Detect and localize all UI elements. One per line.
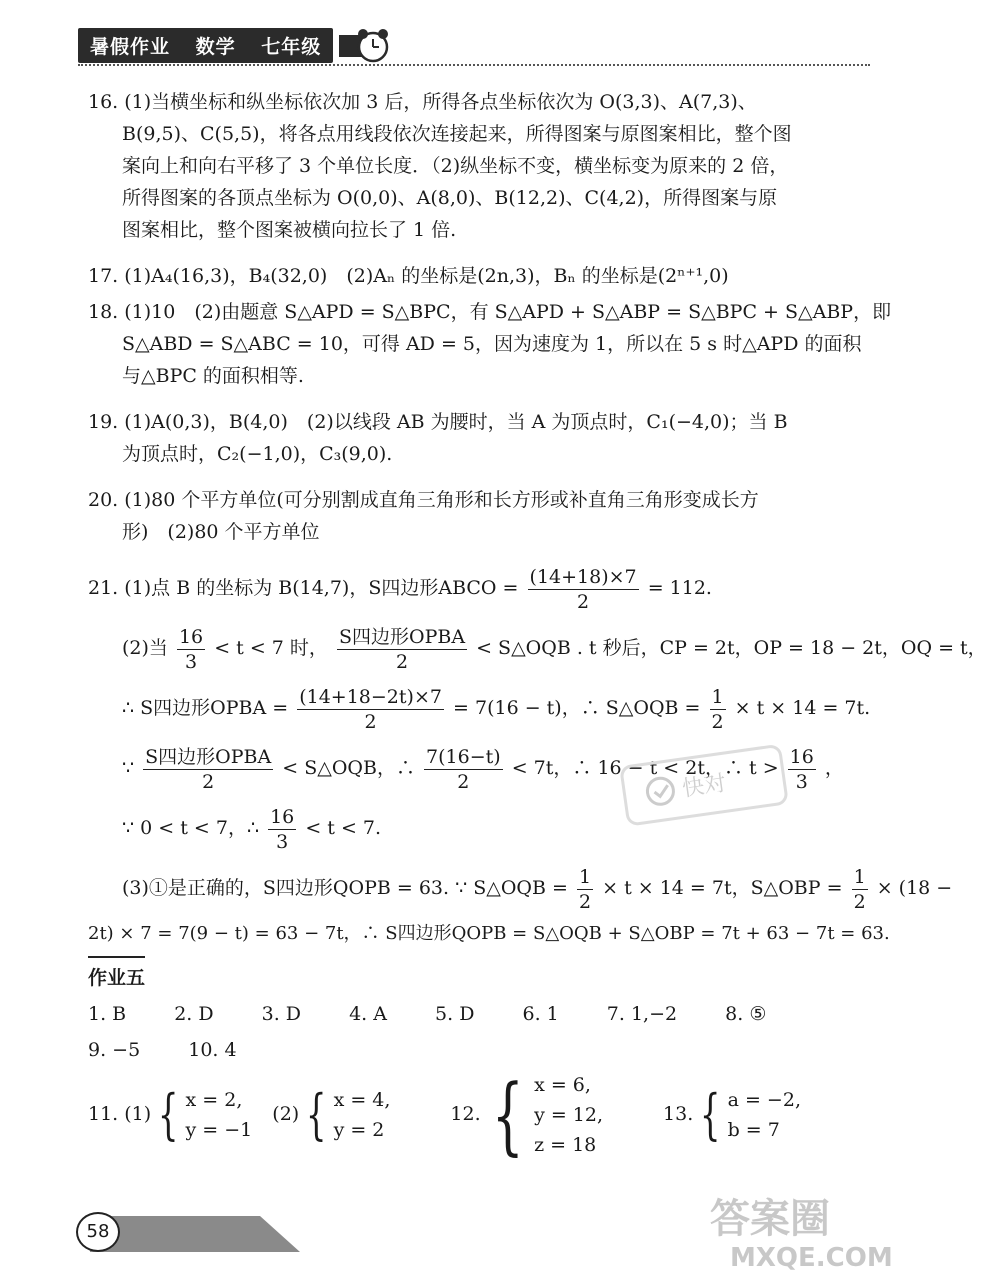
answer-21-text: = 112. (647, 577, 712, 599)
watermark-logo (700, 1182, 893, 1273)
answer-5: 5. D (435, 1003, 475, 1025)
answer-21-text: (2)当 (122, 637, 168, 659)
fraction: $\frac{1}{2}$ (711, 685, 724, 733)
answer-9: 9. −5 (88, 1039, 141, 1061)
answer-21-text: ∵ (122, 757, 135, 779)
answer-21-line: 2t) × 7 = 7(9 − t) = 63 − 7t，∴ S四边形QOPB = S△OQB + S△OBP = 7t + 63 − 7t = 63. (88, 923, 890, 944)
answer-19-line: 19. (1)A(0,3)，B(4,0) (2)以线段 AB 为腰时，当 A 为顶点时，C₁(−4,0)；当 B (88, 411, 788, 433)
answer-21-text: < t < 7 时， (214, 637, 328, 659)
answer-7: 7. 1,−2 (606, 1003, 678, 1025)
answer-8: 8. ⑤ (725, 1003, 767, 1025)
fraction: $\frac{(14+18-2t)\times 7}{2}$ (299, 685, 442, 733)
answer-21-text: < 7t，∴ 16 − t < 2t，∴ t > (511, 757, 779, 779)
answer-21-text: × t × 14 = 7t，S△OBP = (602, 877, 843, 899)
answers-row-3 (88, 1066, 848, 1164)
answer-21-text: < S△OQB . t 秒后，CP = 2t，OP = 18 − 2t，OQ = t， (476, 637, 987, 659)
answer-6: 6. 1 (522, 1003, 559, 1025)
svg-text:MXQE.COM: MXQE.COM (730, 1243, 893, 1273)
header-divider (78, 64, 870, 66)
answer-21-text: ， (824, 757, 844, 779)
fraction: $\frac{16}{3}$ (178, 625, 204, 673)
fraction: $\frac{(14+18)\times 7}{2}$ (529, 565, 637, 613)
answer-21-text: × (18 − (876, 877, 953, 899)
equation-system: { a = −2, b = 7 (700, 1083, 801, 1146)
fraction: $\frac{1}{2}$ (853, 865, 866, 913)
answer-17 (88, 260, 848, 292)
header-title-subject: 数学 (195, 35, 236, 58)
answer-21-text: = 7(16 − t)，∴ S△OQB = (453, 697, 701, 719)
svg-text:答案圈: 答案圈 (710, 1196, 830, 1242)
answer-21-text: ∵ 0 < t < 7，∴ (122, 817, 260, 839)
svg-text:快对: 快对 (680, 771, 728, 803)
answer-21-text: < S△OQB，∴ (282, 757, 415, 779)
answer-21-text: 21. (1)点 B 的坐标为 B(14,7)，S四边形ABCO = (88, 577, 519, 599)
answer-16-line: 所得图案的各顶点坐标为 O(0,0)、A(8,0)、B(12,2)、C(4,2)，所得图案与原 (122, 187, 778, 209)
header-title-book: 暑假作业 (90, 35, 171, 58)
answer-16-line: 案向上和向右平移了 3 个单位长度．（2)纵坐标不变，横坐标变为原来的 2 倍， (122, 155, 789, 177)
fraction: $\frac{\text{S四边形OPBA}}{2}$ (145, 745, 272, 793)
answer-19 (88, 406, 848, 470)
answer-21-text: (3)①是正确的，S四边形QOPB = 63. ∵ S△OQB = (122, 877, 568, 899)
equation-system: { x = 6, y = 12, z = 18 (491, 1066, 604, 1164)
answers-row-1 (88, 998, 848, 1030)
fraction: $\frac{16}{3}$ (789, 745, 814, 793)
answer-21-line (88, 558, 848, 618)
answer-16-line: B(9,5)、C(5,5)，将各点用线段依次连接起来，所得图案与原图案相比，整个图 (122, 123, 792, 145)
answer-17-line: 17. (1)A₄(16,3)，B₄(32,0) (2)Aₙ 的坐标是(2n,3)，Bₙ 的坐标是(2ⁿ⁺¹,0) (88, 265, 729, 287)
answer-content (88, 86, 987, 1164)
answer-13-label: 13. (663, 1103, 694, 1125)
answer-20 (88, 484, 848, 548)
answer-16-line: 16. (1)当横坐标和纵坐标依次加 3 后，所得各点坐标依次为 O(3,3)、A(7,3)、 (88, 91, 757, 113)
answer-2: 2. D (174, 1003, 214, 1025)
answer-16-line: 图案相比，整个图案被横向拉长了 1 倍. (122, 219, 457, 241)
answer-18-line: 与△BPC 的面积相等. (122, 365, 304, 387)
fraction: $\frac{7(16-t)}{2}$ (426, 745, 501, 793)
alarm-clock-icon (337, 25, 391, 65)
answers-row-2 (88, 1034, 848, 1066)
answer-18 (88, 296, 892, 392)
equation-system: { x = 2, y = −1 (158, 1083, 253, 1146)
answer-1: 1. B (88, 1003, 127, 1025)
answer-20-line: 20. (1)80 个平方单位(可分别割成直角三角形和长方形或补直角三角形变成长方 (88, 489, 759, 511)
section-title: 作业五 (88, 956, 145, 994)
fraction: $\frac{1}{2}$ (578, 865, 592, 913)
answer-19-line: 为顶点时，C₂(−1,0)，C₃(9,0). (122, 443, 393, 465)
answer-11-label: 11. (1) (88, 1103, 152, 1125)
answer-3: 3. D (261, 1003, 302, 1025)
answer-20-line: 形) (2)80 个平方单位 (122, 521, 320, 543)
page-number: 58 (76, 1212, 120, 1252)
answer-21-text: ∴ S四边形OPBA = (122, 697, 289, 719)
answer-4: 4. A (349, 1003, 387, 1025)
answer-21-text: × t × 14 = 7t. (734, 697, 871, 719)
page-header (78, 28, 391, 62)
answer-18-line: 18. (1)10 (2)由题意 S△APD = S△BPC，有 S△APD + S△ABP = S△BPC + S△ABP，即 (88, 301, 892, 323)
equation-system: { x = 4, y = 2 (306, 1083, 391, 1146)
header-title-grade: 七年级 (261, 35, 322, 58)
answer-11-2-label: (2) (272, 1103, 300, 1125)
answer-18-line: S△ABD = S△ABC = 10，可得 AD = 5，因为速度为 1，所以在 5 s 时△APD 的面积 (122, 333, 862, 355)
fraction: $\frac{16}{3}$ (270, 805, 295, 853)
fraction: $\frac{\text{S四边形OPBA}}{2}$ (338, 625, 466, 673)
answer-16 (88, 86, 848, 246)
answer-21-line (88, 858, 953, 918)
answer-10: 10. 4 (188, 1039, 237, 1061)
header-title (78, 28, 333, 63)
answer-21-text: < t < 7. (305, 817, 382, 839)
answer-21-line (88, 618, 987, 678)
answer-21-line (88, 678, 871, 738)
answer-12-label: 12. (450, 1103, 481, 1125)
